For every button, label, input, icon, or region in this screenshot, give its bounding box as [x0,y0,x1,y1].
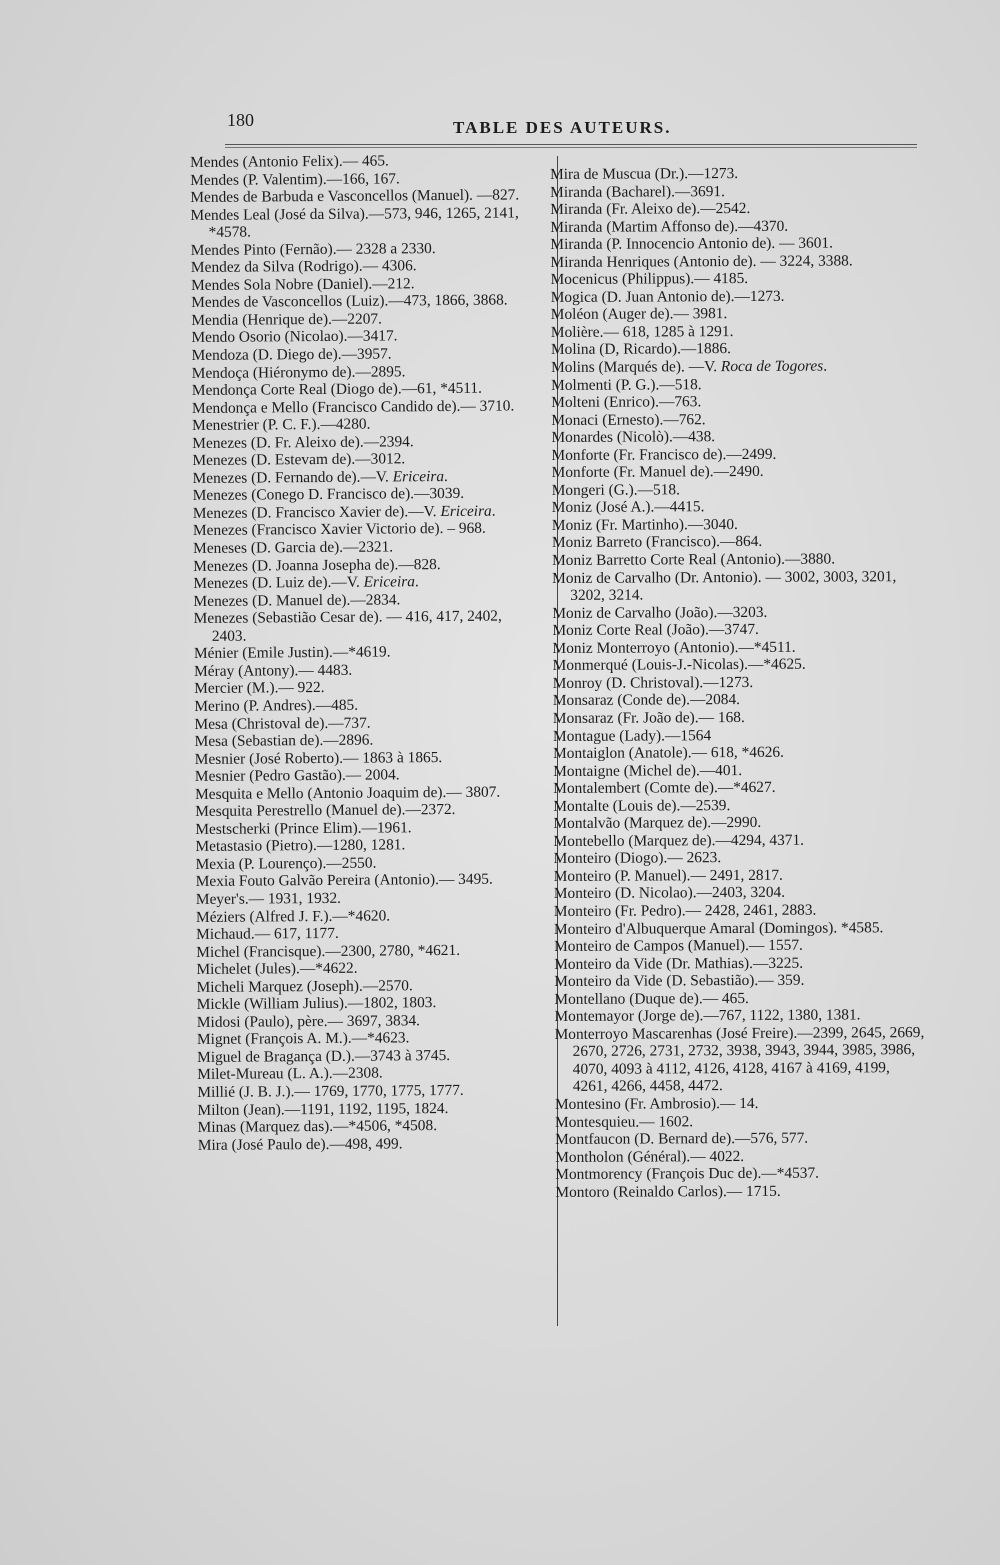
index-entry: Mira de Muscua (Dr.).—1273. [550,165,739,183]
index-entry: Ménier (Emile Justin).—*4619. [193,643,391,663]
index-entry: Menezes (D. Francisco Xavier de).—V. Ericeira. [192,502,496,522]
page-title: TABLE DES AUTEURS. [453,118,672,137]
index-entry: Meneses (D. Garcia de).—2321. [193,538,394,558]
index-entry: Mickle (William Julius).—1802, 1803. [196,994,437,1014]
cross-reference: Ericeira [363,573,415,591]
index-entry: Menezes (D. Fernando de).—V. Ericeira. [192,467,448,487]
index-entry: Monteiro (P. Manuel).— 2491, 2817. [553,866,783,885]
index-entry: Monroy (D. Christoval).—1273. [552,673,754,692]
cross-reference: Roca de Togores [720,357,824,376]
index-entry: Mercier (M.).— 922. [194,679,325,698]
index-entry: Monteiro da Vide (Dr. Mathias).—3225. [554,954,804,973]
index-entry: Mendes (P. Valentim).—166, 167. [190,169,400,189]
index-entry: Mendia (Henrique de).—2207. [191,310,382,329]
index-entry: Montemayor (Jorge de).—767, 1122, 1380, 1381. [554,1006,861,1026]
index-entry: Méray (Antony).— 4483. [193,661,353,680]
index-entry: Monsaraz (Fr. João de).— 168. [552,708,745,727]
index-entry: Menezes (D. Fr. Aleixo de).—2394. [192,433,414,452]
index-entry: Miranda (Martim Affonso de).—4370. [550,217,789,236]
index-entry: Miguel de Bragança (D.).—3743 à 3745. [197,1046,451,1066]
index-entry: Meyer's.— 1931, 1932. [195,889,342,908]
header-rule [225,144,917,148]
cross-reference: Ericeira [392,467,445,486]
index-entry: Mendes (Antonio Felix).— 465. [190,152,389,171]
index-entry: Midosi (Paulo), père.— 3697, 3834. [196,1012,421,1031]
index-entry: Menezes (Conego D. Francisco de).—3039. [192,485,465,505]
index-entry: Mendes Leal (José da Silva).—573, 946, 1265, 2141, *4578. [190,204,519,242]
index-entry: Monmerqué (Louis-J.-Nicolas).—*4625. [552,655,806,675]
index-entry: Montebello (Marquez de).—4294, 4371. [553,831,805,850]
index-entry: Molteni (Enrico).—763. [551,393,702,412]
index-entry: Menezes (D. Joanna Josepha de).—828. [193,555,441,575]
index-entry: Michaud.— 617, 1177. [196,924,339,944]
index-entry: Mexia (P. Lourenço).—2550. [195,854,377,873]
index-entry: Mesquita Perestrello (Manuel de).—2372. [195,801,456,821]
index-entry: Monsaraz (Conde de).—2084. [552,691,741,710]
index-entry: Moniz Corte Real (João).—3747. [552,621,759,640]
index-entry: Moniz de Carvalho (Dr. Antonio). — 3002, 3003, 3201, 3202, 3214. [552,567,897,605]
index-entry: Montague (Lady).—1564 [552,726,712,745]
index-entry: Monteiro de Campos (Manuel).— 1557. [554,936,803,956]
cross-reference: Ericeira [440,502,492,520]
index-entry: Méziers (Alfred J. F.).—*4620. [195,906,391,926]
index-entry: Molmenti (P. G.).—518. [551,375,702,394]
index-entry: Mestscherki (Prince Elim).—1961. [195,819,412,838]
index-entry: Merino (P. Andres).—485. [194,696,359,715]
index-entry: Moniz Monterroyo (Antonio).—*4511. [552,638,796,657]
index-entry: Mendoza (D. Diego de).—3957. [191,345,392,365]
index-entry: Monardes (Nicolò).—438. [551,428,716,447]
index-entry: Montalembert (Comte de).—*4627. [553,778,776,798]
index-entry: Monteiro da Vide (D. Sebastião).— 359. [554,971,805,991]
index-entry: Monteiro d'Albuquerque Amaral (Domingos). *4585. [553,918,884,938]
index-entry: Molière.— 618, 1285 à 1291. [550,322,734,341]
index-entry: Montaiglon (Anatole).— 618, *4626. [553,743,784,763]
index-entry: Mira (José Paulo de).—498, 499. [197,1134,403,1154]
index-entry: Miranda (P. Innocencio Antonio de). — 3601. [550,234,833,254]
index-entry: Mendes Pinto (Fernão).— 2328 a 2330. [190,239,436,259]
index-entry: Moniz de Carvalho (João).—3203. [552,603,768,622]
index-entry: Miranda (Bacharel).—3691. [550,182,725,201]
index-entry: Menezes (D. Manuel de).—2834. [193,591,401,610]
index-entry: Moniz Barreto (Francisco).—864. [551,533,763,552]
index-entry: Milet-Mureau (L. A.).—2308. [197,1064,383,1084]
index-entry: Millié (J. B. J.).— 1769, 1770, 1775, 1777. [197,1081,464,1101]
index-entry: Mendonça Corte Real (Diogo de).—61, *4511. [191,379,482,400]
index-entry: Mesquita e Mello (Antonio Joaquim de).— 3807. [194,783,501,803]
index-entry: Monforte (Fr. Francisco de).—2499. [551,445,777,464]
index-entry: Michel (Francisque).—2300, 2780, *4621. [196,941,461,961]
index-entry: Menestrier (P. C. F.).—4280. [192,415,371,435]
index-entry: Menezes (D. Estevam de).—3012. [192,450,406,470]
index-entry: Montalte (Louis de).—2539. [553,796,731,815]
index-entry: Micheli Marquez (Joseph).—2570. [196,976,413,996]
index-entry: Minas (Marquez das).—*4506, *4508. [197,1117,438,1137]
index-entry: Molina (D, Ricardo).—1886. [550,340,731,359]
index-entry: Moniz (Fr. Martinho).—3040. [551,515,738,534]
index-entry: Mendoça (Hiéronymo de).—2895. [191,362,406,382]
index-entry: Metastasio (Pietro).—1280, 1281. [195,836,406,856]
index-entry: Montoro (Reinaldo Carlos).— 1715. [555,1182,781,1201]
index-entry: Mignet (François A. M.).—*4623. [196,1029,410,1049]
index-entry: Montellano (Duque de).— 465. [554,989,749,1008]
index-entry: Moniz (José A.).—4415. [551,498,705,517]
index-entry: Monaci (Ernesto).—762. [551,410,706,429]
index-entry: Mendonça e Mello (Francisco Candido de).— 3710. [191,397,515,417]
index-entry: Menezes (D. Luiz de).—V. Ericeira. [193,573,419,593]
index-entry: Miranda (Fr. Aleixo de).—2542. [550,200,751,219]
index-entry: Mocenicus (Philippus).— 4185. [550,270,749,289]
index-entry: Mesa (Christoval de).—737. [194,714,371,733]
index-entry: Mexia Fouto Galvão Pereira (Antonio).— 3495. [195,871,493,891]
index-entry: Montaigne (Michel de).—401. [553,761,743,780]
index-entry: Moléon (Auger de).— 3981. [550,305,728,324]
page-number: 180 [227,110,254,130]
index-entry: Mendes Sola Nobre (Daniel).—212. [190,275,415,294]
index-entry: Menezes (Francisco Xavier Victorio de). – 968. [192,520,486,540]
index-entry: Mesnier (Pedro Gastão).— 2004. [194,766,400,786]
index-entry: Montesino (Fr. Ambrosio).— 14. [554,1094,759,1113]
index-entry: Mesa (Sebastian de).—2896. [194,731,374,751]
index-entry: Milton (Jean).—1191, 1192, 1195, 1824. [197,1099,449,1119]
right-column [550,164,925,1201]
index-entry: Montesquieu.— 1602. [554,1112,694,1131]
index-entry: Monteiro (Fr. Pedro).— 2428, 2461, 2883. [553,901,817,920]
index-entry: Mogica (D. Juan Antonio de).—1273. [550,287,785,306]
index-entry: Montalvão (Marquez de).—2990. [553,814,762,833]
index-entry: Molins (Marqués de). —V. Roca de Togores. [551,357,828,377]
index-entry: Miranda Henriques (Antonio de). — 3224, 3388. [550,252,853,271]
index-entry: Monteiro (D. Nicolao).—2403, 3204. [553,884,786,903]
index-entry: Mendez da Silva (Rodrigo).— 4306. [190,257,417,277]
index-entry: Mendes de Barbuda e Vasconcellos (Manuel). —827. [190,186,520,207]
index-entry: Moniz Barretto Corte Real (Antonio).—3880. [552,550,836,570]
index-entry: Montfaucon (D. Bernard de).—576, 577. [555,1129,809,1149]
index-entry: Mesnier (José Roberto).— 1863 à 1865. [194,748,443,768]
index-entry: Monteiro (Diogo).— 2623. [553,849,722,868]
index-entry: Montholon (Général).— 4022. [555,1147,745,1166]
index-entry: Mendo Osorio (Nicolao).—3417. [191,327,398,347]
left-column [190,151,543,1154]
index-entry: Montmorency (François Duc de).—*4537. [555,1164,820,1184]
index-entry: Mendes de Vasconcellos (Luiz).—473, 1866, 3868. [191,291,508,312]
index-entry: Monforte (Fr. Manuel de).—2490. [551,463,764,482]
index-entry: Menezes (Sebastião Cesar de). — 416, 417, 2402, 2403. [193,607,502,645]
index-entry: Mongeri (G.).—518. [551,481,680,499]
index-entry: Monterroyo Mascarenhas (José Freire).—2399, 2645, 2669, 2670, 2726, 2731, 2732, 3938, 3943, 3944, 3985, 3986, 4070, 4093 à 4112, 4126, 4128, 4167 à 4169, 4199, 4261, 4266, 4458, 4472. [554,1023,925,1096]
index-entry: Michelet (Jules).—*4622. [196,959,358,979]
